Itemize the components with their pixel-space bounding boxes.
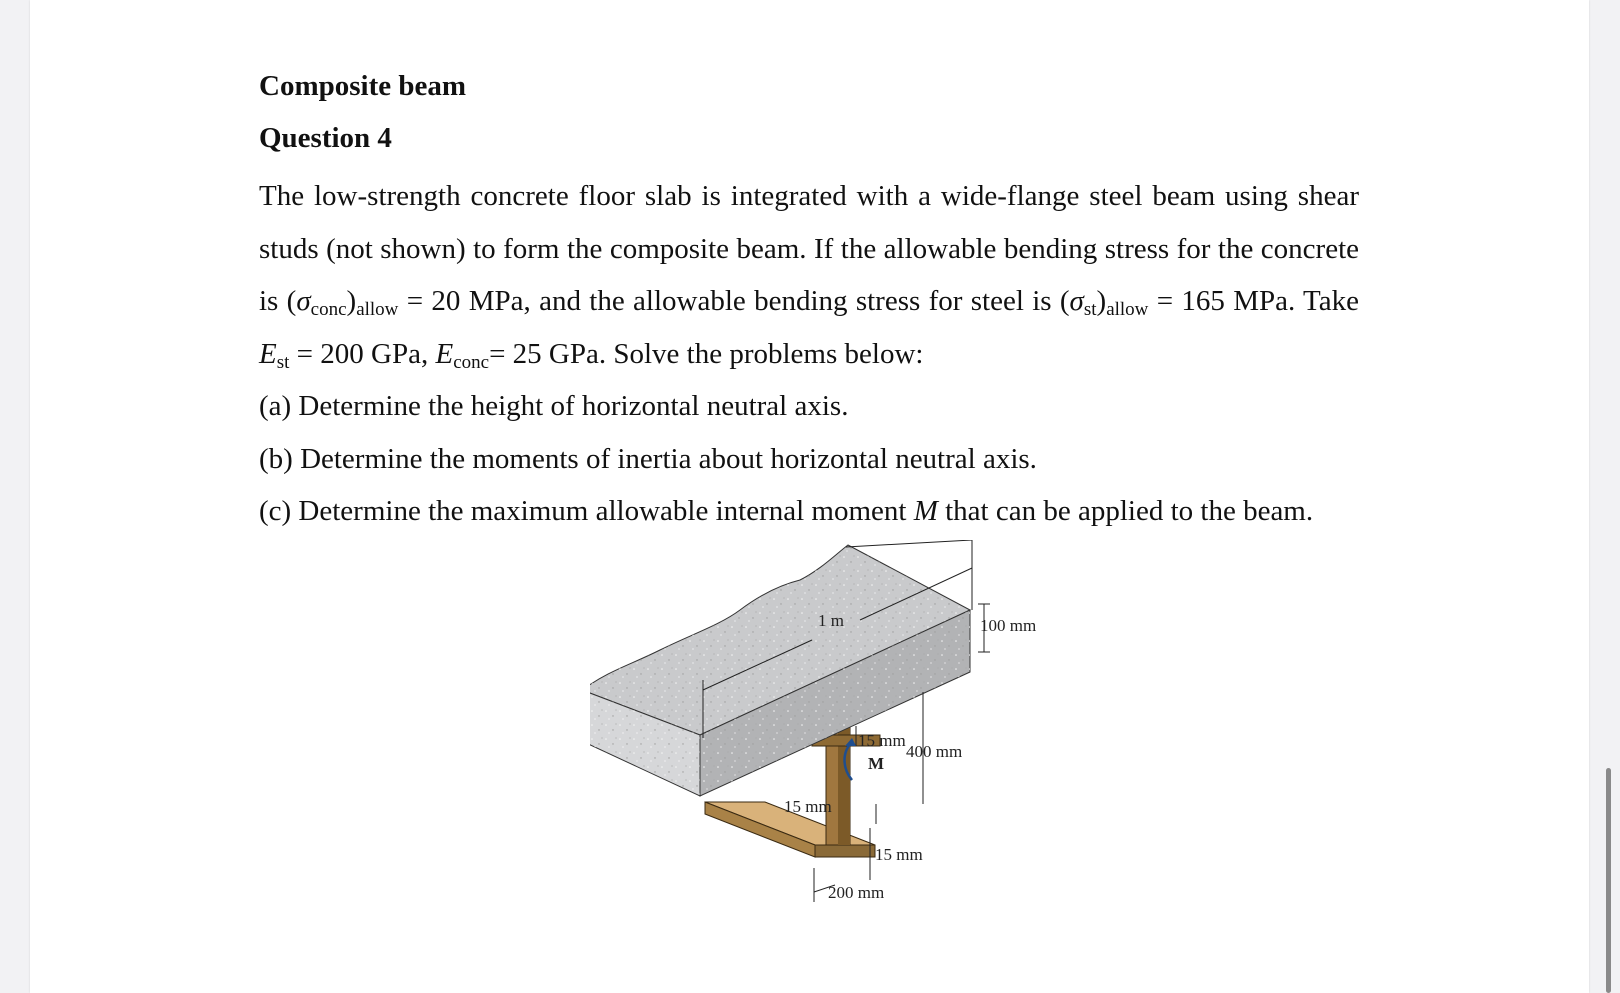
part-a: (a) Determine the height of horizontal neutral axis.: [259, 390, 849, 422]
composite-beam-figure: [590, 540, 1070, 940]
subscript-st: st: [1083, 299, 1097, 320]
label-15mm-top-flange: 15 mm: [858, 731, 906, 750]
e-symbol: E: [435, 337, 454, 370]
statement-text-4: = 200 GPa,: [289, 337, 436, 370]
statement-text-1: The low-strength concrete floor slab is integrated with a wide-flange steel beam using shear studs (not shown) to form the composite beam. If the allowable bending stress for the concrete is (: [259, 180, 1359, 317]
statement-text-2: = 20 MPa, and the allowable bending stress for steel is (: [398, 285, 1070, 317]
document-content: [259, 68, 1359, 538]
part-c-text-1: (c) Determine the maximum allowable internal moment: [259, 495, 914, 527]
sigma-symbol: σ: [1069, 285, 1084, 317]
question-title: Question 4: [259, 122, 392, 154]
label-100mm: 100 mm: [980, 616, 1037, 635]
paren-close: ): [1096, 285, 1107, 317]
moment-symbol: M: [913, 495, 938, 527]
vertical-scrollbar[interactable]: [1606, 768, 1611, 993]
statement-text-5: = 25 GPa. Solve the problems below:: [489, 337, 924, 370]
subscript-conc: conc: [453, 351, 490, 373]
label-moment-M: M: [868, 754, 885, 773]
subscript-allow: allow: [356, 299, 399, 320]
label-15mm-web: 15 mm: [784, 797, 832, 816]
problem-statement: [259, 170, 1359, 380]
subscript-conc: conc: [310, 299, 347, 320]
part-c: [259, 485, 1359, 538]
label-1m: 1 m: [818, 611, 844, 630]
subscript-allow: allow: [1106, 299, 1149, 320]
part-c-text-2: that can be applied to the beam.: [937, 495, 1314, 527]
e-symbol: E: [259, 337, 277, 370]
subscript-st: st: [276, 351, 290, 373]
label-200mm: 200 mm: [828, 883, 885, 902]
statement-text-3: = 165 MPa. Take: [1148, 285, 1359, 317]
label-400mm: 400 mm: [906, 742, 963, 761]
label-15mm-bottom-flange: 15 mm: [875, 845, 923, 864]
part-b: (b) Determine the moments of inertia about horizontal neutral axis.: [259, 442, 1037, 475]
paren-close: ): [346, 285, 357, 317]
sigma-symbol: σ: [296, 285, 311, 317]
document-heading: Composite beam: [259, 70, 467, 102]
